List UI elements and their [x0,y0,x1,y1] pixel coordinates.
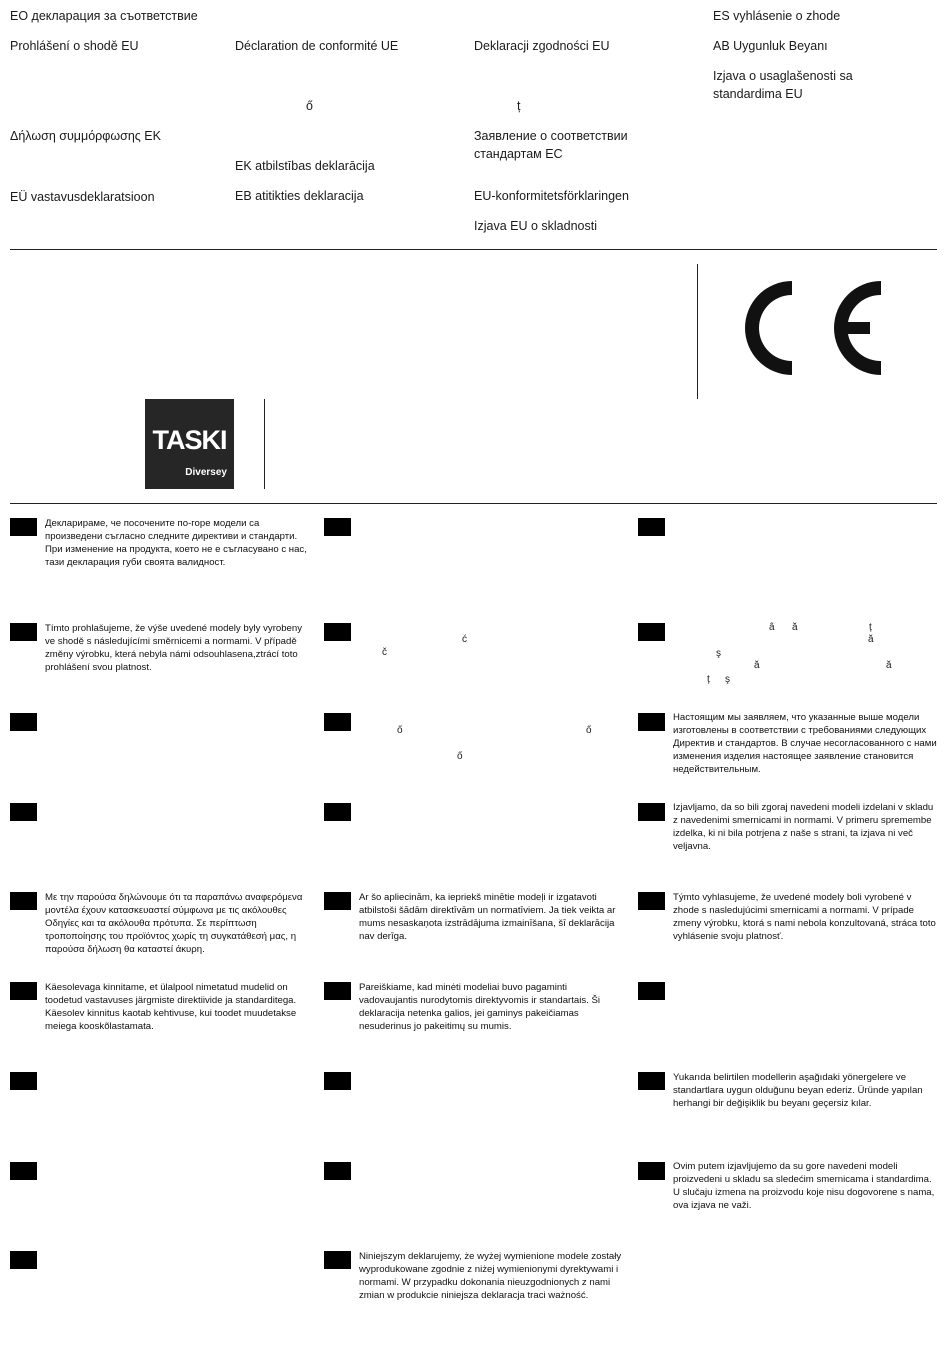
declaration-cs: Tímto prohlašujeme, že výše uvedené modely byly vyrobeny ve shodě s následujícími směrnicemi a normami. V případě změny výrobku, která nebyla námi odsouhlasena,ztrácí toto prohlášení svou platnost. [45,623,303,673]
lang-badge [324,1162,351,1180]
fragment-char: ć [462,634,467,645]
lang-badge [638,892,665,910]
lang-badge [638,803,665,821]
title-sk: ES vyhlásenie o zhode [713,9,841,23]
lang-badge [638,982,665,1000]
title-sv: EU-konformitetsförklaringen [474,189,629,203]
title-lt: EB atitikties deklaracija [235,189,364,203]
fragment-char: â [769,622,775,633]
lang-badge [10,1162,37,1180]
title-lv: EK atbilstības deklarācija [235,159,375,173]
ce-mark-icon [744,279,884,377]
declaration-ru: Настоящим мы заявляем, что указанные выше модели изготовлены в соответствии с требованиями следующих Директив и стандартов. В случае несогласованного с нами изменения изделия настоящее заявление становится недействительным. [673,712,937,775]
title-el: Δήλωση συμμόρφωσης ΕΚ [10,129,161,143]
lang-badge [638,1162,665,1180]
fragment-char: č [382,647,387,658]
title-fr: Déclaration de conformité UE [235,39,399,53]
fragment-char: ț [707,674,710,685]
lang-badge [638,1072,665,1090]
fragment-char: ă [886,660,892,671]
title-fragment-o: ő [306,99,313,113]
lang-badge [324,623,351,641]
lang-badge [10,803,37,821]
declaration-lt: Pareiškiame, kad minėti modeliai buvo pagaminti vadovaujantis nurodytomis direktyvomis ir standartais. Ši deklaracija netenka galios, jei gaminys pakeičiamas nesuderinus jo pakeitimų su mumis. [359,982,601,1032]
declaration-sk: Týmto vyhlasujeme, že uvedené modely boli vyrobené v zhode s nasledujúcimi smernicami a normami. V prípade zmeny výrobku, ktorá s nami nebola konzultovaná, stráca toto vyhlásenie svoju platnosť. [673,892,936,942]
lang-badge [324,892,351,910]
title-et: EÜ vastavusdeklaratsioon [10,190,155,204]
lang-badge [10,1072,37,1090]
declaration-lv: Ar šo apliecinām, ka iepriekš minētie modeļi ir izgatavoti atbilstoši šādām direktīvām un normatīviem. Ja tiek veikta ar mums nesaskaņota izstrādājuma izmainīšana, šī deklarācija nav derīga. [359,892,616,942]
title-hr: Izjava o usaglašenosti sa standardima EU [713,69,853,101]
fragment-char: ő [397,725,403,736]
header-divider [10,249,937,250]
fragment-char: ă [792,622,798,633]
ce-divider [697,264,698,399]
declaration-sl: Izjavljamo, da so bili zgoraj navedeni modeli izdelani v skladu z navedenimi smernicami in normami. V primeru spremembe izdelka, ki ni bila potrjena z naše s strani, ta izjava ni več veljavna. [673,802,934,852]
body-divider [10,503,937,504]
lang-badge [10,982,37,1000]
lang-badge [324,1251,351,1269]
lang-badge [324,803,351,821]
declaration-hr: Ovim putem izjavljujemo da su gore navedeni modeli proizvedeni u skladu sa sledećim smernicama i standardima. U slučaju izmena na proizvodu koje nisu dogovorene s nama, ova izjava ne važi. [673,1161,935,1211]
title-ru: Заявление о соответствии стандартам ЕС [474,129,628,161]
declaration-pl: Niniejszym deklarujemy, że wyżej wymienione modele zostały wyprodukowane zgodnie z niżej wymienionymi dyrektywami i normami. W przypadku dokonania nieuzgodnionych z nami zmian w produkcie niniejsza deklaracja traci ważność. [359,1251,622,1301]
fragment-char: ő [457,751,463,762]
logo-brand: TASKI [152,425,227,455]
title-fragment-t: ț [517,99,521,113]
lang-badge [10,713,37,731]
lang-badge [324,518,351,536]
lang-badge [10,518,37,536]
title-cs: Prohlášení o shodě EU [10,39,139,53]
fragment-char: ă [868,634,874,645]
lang-badge [324,982,351,1000]
logo-divider [264,399,265,489]
lang-badge [10,892,37,910]
fragment-char: ő [586,725,592,736]
lang-badge [10,623,37,641]
logo-sub: Diversey [185,467,227,478]
fragment-char: ț [869,622,872,633]
lang-badge [638,713,665,731]
lang-badge [10,1251,37,1269]
fragment-char: ă [754,660,760,671]
title-pl: Deklaracji zgodności EU [474,39,610,53]
taski-logo [145,399,234,489]
title-bg: ЕО декларация за съответствие [10,9,198,23]
lang-badge [638,518,665,536]
lang-badge [324,1072,351,1090]
title-tr: AB Uygunluk Beyanı [713,39,828,53]
lang-badge [324,713,351,731]
title-sl: Izjava EU o skladnosti [474,219,597,233]
fragment-char: ş [716,648,721,659]
declaration-el: Με την παρούσα δηλώνουμε ότι τα παραπάνω αναφερόμενα μοντέλα έχουν κατασκευαστεί σύμφωνα με τις ακόλουθες Οδηγίες και τα ακόλουθα πρότυπα. Σε περίπτωση τροποποίησης του προϊόντος χωρίς τη συγκατάθεσή μας, η παρούσα δήλωση θα καταστεί άκυρη. [45,892,303,955]
declaration-bg: Декларираме, че посочените по-горе модели са произведени съгласно следните директиви и стандарти. При изменение на продукта, което не е съгласувано с нас, тази декларация губи своята валидност. [45,518,307,568]
lang-badge [638,623,665,641]
declaration-tr: Yukarıda belirtilen modellerin aşağıdaki yönergelere ve standartlara uygun olduğunu beyan ederiz. Üründe yapılan herhangi bir değişiklik bu beyanı geçersiz kılar. [673,1072,923,1109]
fragment-char: ş [725,674,730,685]
declaration-et: Käesolevaga kinnitame, et ülalpool nimetatud mudelid on toodetud vastavuses järgmiste direktiivide ja standarditega. Käesolev kinnitus kaotab kehtivuse, kui toodet muudetakse meiega kooskõlastamata. [45,982,297,1032]
